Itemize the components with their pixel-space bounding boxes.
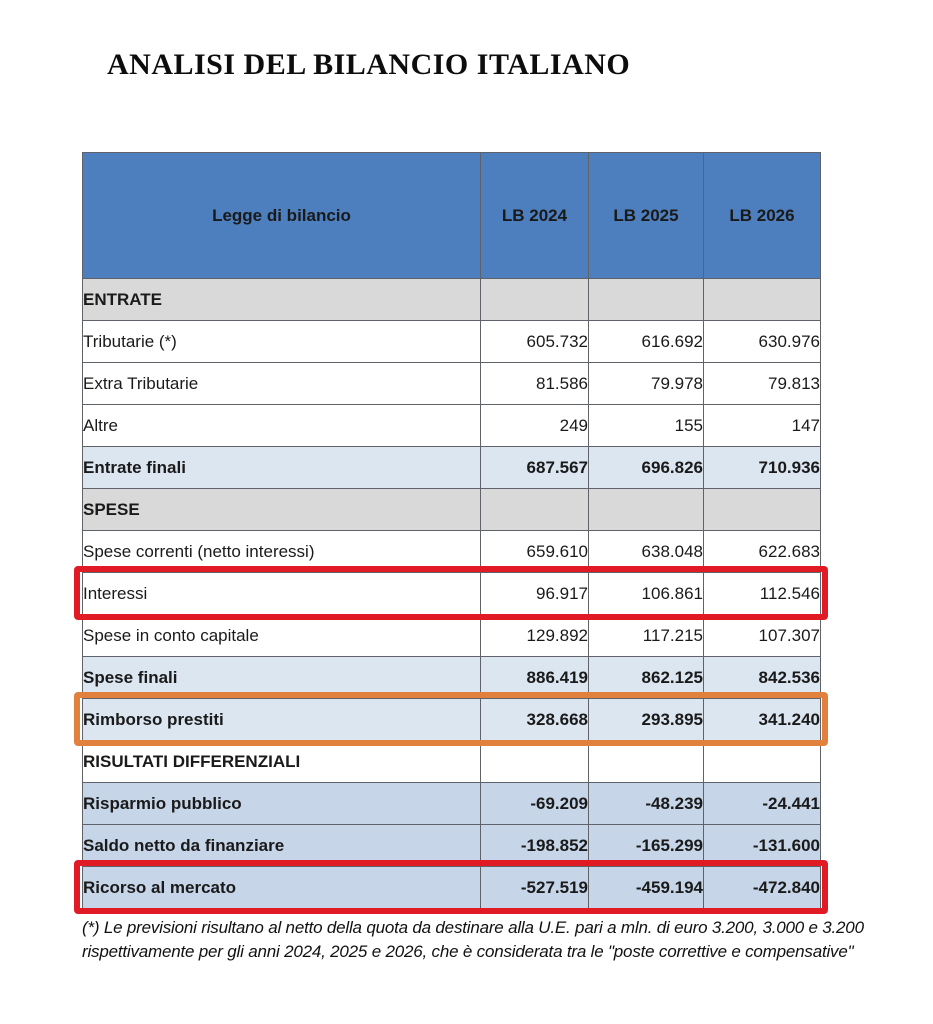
table-row-spese-finali	[83, 657, 821, 699]
row-value-2026	[704, 489, 821, 531]
row-value-2024: 129.892	[481, 615, 589, 657]
row-value-2026: -24.441	[704, 783, 821, 825]
row-value-2026	[704, 279, 821, 321]
row-value-2025: 106.861	[589, 573, 704, 615]
row-value-2026	[704, 741, 821, 783]
row-value-2024: 81.586	[481, 363, 589, 405]
footnote: (*) Le previsioni risultano al netto della quota da destinare alla U.E. pari a mln. di euro 3.200, 3.000 e 3.200 rispettivamente per gli anni 2024, 2025 e 2026, che è considerata tra le "poste correttive e compensative"	[82, 918, 864, 962]
row-label: Risparmio pubblico	[83, 783, 481, 825]
header-label-cell: Legge di bilancio	[83, 153, 481, 279]
row-value-2026: 107.307	[704, 615, 821, 657]
row-label: Spese correnti (netto interessi)	[83, 531, 481, 573]
row-value-2025: 79.978	[589, 363, 704, 405]
row-value-2025: 155	[589, 405, 704, 447]
row-value-2025	[589, 741, 704, 783]
row-value-2026: -131.600	[704, 825, 821, 867]
header-year-2024-cell: LB 2024	[481, 153, 589, 279]
table-row-rimborso-prestiti	[83, 699, 821, 741]
table-row-interessi	[83, 573, 821, 615]
row-value-2026: 630.976	[704, 321, 821, 363]
row-label: Saldo netto da finanziare	[83, 825, 481, 867]
row-value-2026: 710.936	[704, 447, 821, 489]
row-value-2024: 328.668	[481, 699, 589, 741]
row-label: Rimborso prestiti	[83, 699, 481, 741]
table-row-spese-correnti	[83, 531, 821, 573]
row-value-2025: -459.194	[589, 867, 704, 909]
row-value-2026: -472.840	[704, 867, 821, 909]
table-row-entrate-finali	[83, 447, 821, 489]
row-value-2026: 842.536	[704, 657, 821, 699]
row-value-2026: 147	[704, 405, 821, 447]
row-value-2026: 622.683	[704, 531, 821, 573]
row-label: Spese finali	[83, 657, 481, 699]
row-label: Tributarie (*)	[83, 321, 481, 363]
row-value-2025: 293.895	[589, 699, 704, 741]
row-value-2024: -527.519	[481, 867, 589, 909]
row-label: Entrate finali	[83, 447, 481, 489]
table-row-risultati-differenziali-section	[83, 741, 821, 783]
row-value-2024: 249	[481, 405, 589, 447]
row-value-2024: 96.917	[481, 573, 589, 615]
row-value-2026: 79.813	[704, 363, 821, 405]
table-row-tributarie	[83, 321, 821, 363]
table-header-row	[83, 153, 821, 279]
header-year-2026-cell: LB 2026	[704, 153, 821, 279]
page-title: ANALISI DEL BILANCIO ITALIANO	[107, 48, 631, 81]
row-label: RISULTATI DIFFERENZIALI	[83, 741, 481, 783]
table-row-extra-tributarie	[83, 363, 821, 405]
row-value-2025: 616.692	[589, 321, 704, 363]
row-value-2025: 638.048	[589, 531, 704, 573]
row-value-2025	[589, 489, 704, 531]
table-row-entrate-section	[83, 279, 821, 321]
table-row-ricorso-al-mercato	[83, 867, 821, 909]
table-row-spese-conto-capitale	[83, 615, 821, 657]
row-label: Spese in conto capitale	[83, 615, 481, 657]
row-value-2024: 659.610	[481, 531, 589, 573]
row-value-2025: 696.826	[589, 447, 704, 489]
budget-table	[82, 152, 821, 909]
row-value-2025: 117.215	[589, 615, 704, 657]
table-row-saldo-netto	[83, 825, 821, 867]
row-value-2024	[481, 741, 589, 783]
row-value-2025: 862.125	[589, 657, 704, 699]
row-value-2024: 687.567	[481, 447, 589, 489]
row-label: Altre	[83, 405, 481, 447]
row-value-2025	[589, 279, 704, 321]
row-label: ENTRATE	[83, 279, 481, 321]
budget-table-container	[82, 152, 820, 909]
row-value-2024: -69.209	[481, 783, 589, 825]
row-label: Ricorso al mercato	[83, 867, 481, 909]
row-value-2025: -165.299	[589, 825, 704, 867]
row-label: SPESE	[83, 489, 481, 531]
table-row-altre	[83, 405, 821, 447]
row-value-2024: -198.852	[481, 825, 589, 867]
row-value-2024	[481, 279, 589, 321]
row-value-2026: 341.240	[704, 699, 821, 741]
row-value-2024	[481, 489, 589, 531]
table-row-spese-section	[83, 489, 821, 531]
table-row-risparmio-pubblico	[83, 783, 821, 825]
row-label: Extra Tributarie	[83, 363, 481, 405]
row-value-2024: 605.732	[481, 321, 589, 363]
header-year-2025-cell: LB 2025	[589, 153, 704, 279]
row-value-2024: 886.419	[481, 657, 589, 699]
row-value-2025: -48.239	[589, 783, 704, 825]
row-value-2026: 112.546	[704, 573, 821, 615]
row-label: Interessi	[83, 573, 481, 615]
